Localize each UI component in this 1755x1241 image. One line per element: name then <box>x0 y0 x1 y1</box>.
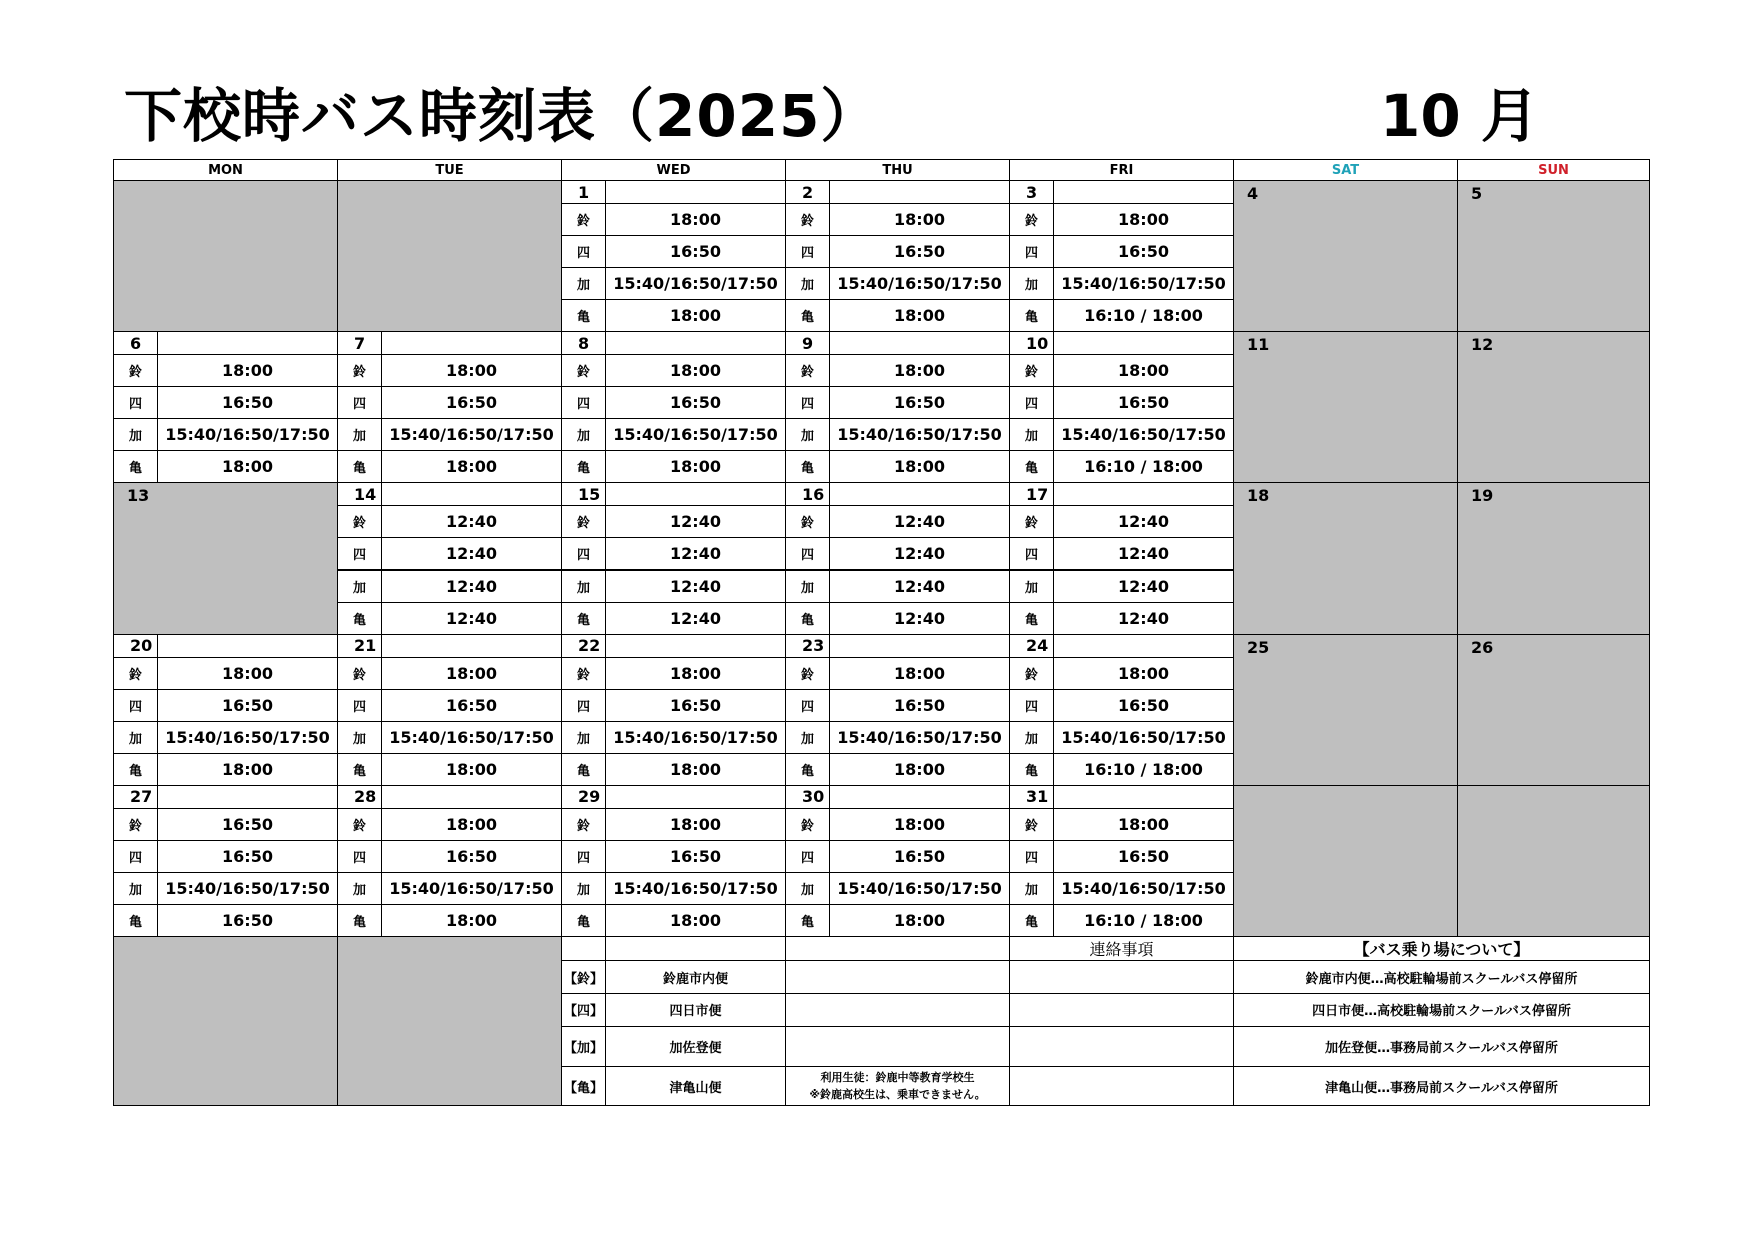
departure-time: 18:00 <box>829 299 1010 332</box>
departure-time: 15:40/16:50/17:50 <box>1053 721 1234 754</box>
closed-day <box>1457 785 1650 937</box>
date-number: 28 <box>337 785 382 809</box>
route-label: 四 <box>561 537 606 570</box>
route-label: 四 <box>561 235 606 268</box>
route-label: 鈴 <box>561 203 606 236</box>
date-number: 29 <box>561 785 606 809</box>
route-label: 亀 <box>1009 450 1054 483</box>
route-label: 加 <box>561 570 606 603</box>
legend-route-name: 四日市便 <box>605 993 786 1027</box>
route-label: 四 <box>561 840 606 873</box>
closed-cell <box>113 936 338 1106</box>
date-number: 31 <box>1009 785 1054 809</box>
route-label: 亀 <box>337 753 382 786</box>
route-label: 鈴 <box>1009 203 1054 236</box>
departure-time: 12:40 <box>829 537 1010 570</box>
date-number: 20 <box>113 634 158 658</box>
departure-time: 15:40/16:50/17:50 <box>157 418 338 451</box>
date-row-spacer <box>1053 785 1234 809</box>
route-label: 加 <box>561 418 606 451</box>
departure-time: 12:40 <box>1053 602 1234 635</box>
day-header-fri: FRI <box>1009 159 1234 181</box>
route-label: 四 <box>561 689 606 722</box>
date-row-spacer <box>605 634 786 658</box>
route-label: 加 <box>337 418 382 451</box>
departure-time: 15:40/16:50/17:50 <box>381 872 562 905</box>
departure-time: 18:00 <box>605 904 786 937</box>
date-number: 21 <box>337 634 382 658</box>
route-label: 加 <box>1009 570 1054 603</box>
day-header-thu: THU <box>785 159 1010 181</box>
departure-time: 15:40/16:50/17:50 <box>605 267 786 300</box>
route-label: 四 <box>1009 689 1054 722</box>
route-label: 四 <box>785 689 830 722</box>
departure-time: 15:40/16:50/17:50 <box>829 267 1010 300</box>
bus-timetable-calendar <box>113 159 1649 1105</box>
departure-time: 18:00 <box>1053 203 1234 236</box>
date-row-spacer <box>605 785 786 809</box>
departure-time: 16:10 / 18:00 <box>1053 450 1234 483</box>
route-label: 鈴 <box>113 808 158 841</box>
departure-time: 18:00 <box>1053 808 1234 841</box>
date-row-spacer <box>829 180 1010 204</box>
route-label: 鈴 <box>561 354 606 387</box>
day-header-mon: MON <box>113 159 338 181</box>
bus-stop-info: 津亀山便…事務局前スクールバス停留所 <box>1233 1066 1650 1106</box>
legend-blank <box>785 1026 1010 1068</box>
route-label: 加 <box>1009 267 1054 300</box>
eligibility-line: 利用生徒：鈴鹿中等教育学校生 <box>820 1071 975 1085</box>
date-row-spacer <box>1053 331 1234 355</box>
departure-time: 16:50 <box>157 808 338 841</box>
departure-time: 16:50 <box>605 689 786 722</box>
departure-time: 18:00 <box>605 299 786 332</box>
closed-day-13: 13 <box>113 482 338 634</box>
departure-time: 12:40 <box>381 505 562 538</box>
route-label: 鈴 <box>785 808 830 841</box>
departure-time: 18:00 <box>381 808 562 841</box>
route-label: 亀 <box>561 450 606 483</box>
date-row-spacer <box>605 482 786 506</box>
route-label: 鈴 <box>785 354 830 387</box>
closed-day-5: 5 <box>1457 180 1650 332</box>
route-label: 亀 <box>561 904 606 937</box>
departure-time: 16:50 <box>605 840 786 873</box>
date-number: 23 <box>785 634 830 658</box>
route-label: 加 <box>785 570 830 603</box>
notice-blank <box>1009 1026 1234 1068</box>
date-row-spacer <box>1053 180 1234 204</box>
route-label: 加 <box>561 872 606 905</box>
route-label: 四 <box>337 537 382 570</box>
route-label: 亀 <box>1009 299 1054 332</box>
departure-time: 15:40/16:50/17:50 <box>381 721 562 754</box>
route-label: 加 <box>113 872 158 905</box>
departure-time: 18:00 <box>1053 354 1234 387</box>
date-row-spacer <box>829 482 1010 506</box>
departure-time: 15:40/16:50/17:50 <box>157 721 338 754</box>
route-label: 亀 <box>337 450 382 483</box>
date-row-spacer <box>829 634 1010 658</box>
bus-stop-info: 加佐登便…事務局前スクールバス停留所 <box>1233 1026 1650 1068</box>
departure-time: 16:50 <box>381 386 562 419</box>
date-row-spacer <box>829 785 1010 809</box>
date-number: 30 <box>785 785 830 809</box>
route-label: 鈴 <box>113 354 158 387</box>
route-label: 加 <box>1009 418 1054 451</box>
departure-time: 16:50 <box>157 840 338 873</box>
departure-time: 12:40 <box>829 602 1010 635</box>
date-row-spacer <box>605 180 786 204</box>
route-label: 亀 <box>785 904 830 937</box>
route-label: 四 <box>113 386 158 419</box>
legend-route-name: 鈴鹿市内便 <box>605 960 786 994</box>
departure-time: 16:50 <box>157 689 338 722</box>
route-label: 四 <box>337 386 382 419</box>
departure-time: 18:00 <box>829 354 1010 387</box>
departure-time: 18:00 <box>829 808 1010 841</box>
date-number: 3 <box>1009 180 1054 204</box>
date-number: 14 <box>337 482 382 506</box>
route-label: 亀 <box>785 450 830 483</box>
bus-stop-title: 【バス乗り場について】 <box>1233 936 1650 961</box>
departure-time: 12:40 <box>381 537 562 570</box>
day-header-sat: SAT <box>1233 159 1458 181</box>
departure-time: 18:00 <box>381 904 562 937</box>
departure-time: 16:50 <box>605 235 786 268</box>
departure-time: 18:00 <box>1053 657 1234 690</box>
route-label: 鈴 <box>1009 354 1054 387</box>
departure-time: 16:50 <box>829 386 1010 419</box>
route-label: 四 <box>785 537 830 570</box>
route-label: 四 <box>785 840 830 873</box>
departure-time: 18:00 <box>605 753 786 786</box>
date-number: 9 <box>785 331 830 355</box>
route-label: 四 <box>113 840 158 873</box>
departure-time: 18:00 <box>157 657 338 690</box>
legend-blank <box>785 993 1010 1027</box>
departure-time: 16:50 <box>381 840 562 873</box>
month-label: 10 月 <box>1380 82 1539 150</box>
departure-time: 12:40 <box>829 505 1010 538</box>
route-label: 加 <box>785 872 830 905</box>
notice-title: 連絡事項 <box>1009 936 1234 961</box>
departure-time: 15:40/16:50/17:50 <box>1053 872 1234 905</box>
route-label: 四 <box>785 235 830 268</box>
departure-time: 16:10 / 18:00 <box>1053 904 1234 937</box>
departure-time: 15:40/16:50/17:50 <box>829 721 1010 754</box>
route-label: 四 <box>1009 386 1054 419</box>
legend-blank <box>785 936 1010 961</box>
date-row-spacer <box>157 785 338 809</box>
date-number: 2 <box>785 180 830 204</box>
route-label: 加 <box>785 721 830 754</box>
eligibility-note <box>785 1066 1010 1106</box>
route-label: 亀 <box>337 904 382 937</box>
route-label: 加 <box>337 872 382 905</box>
route-label: 鈴 <box>561 808 606 841</box>
route-label: 加 <box>561 721 606 754</box>
route-label: 亀 <box>113 753 158 786</box>
departure-time: 15:40/16:50/17:50 <box>605 872 786 905</box>
closed-day-26: 26 <box>1457 634 1650 786</box>
legend-route-code: 【亀】 <box>561 1066 606 1106</box>
departure-time: 18:00 <box>157 753 338 786</box>
departure-time: 16:50 <box>1053 689 1234 722</box>
departure-time: 12:40 <box>605 537 786 570</box>
route-label: 鈴 <box>113 657 158 690</box>
departure-time: 15:40/16:50/17:50 <box>829 418 1010 451</box>
departure-time: 18:00 <box>157 450 338 483</box>
departure-time: 18:00 <box>381 753 562 786</box>
closed-day <box>113 180 338 332</box>
date-number: 16 <box>785 482 830 506</box>
route-label: 亀 <box>1009 904 1054 937</box>
day-header-sun: SUN <box>1457 159 1650 181</box>
legend-route-code: 【鈴】 <box>561 960 606 994</box>
legend-route-name: 津亀山便 <box>605 1066 786 1106</box>
departure-time: 18:00 <box>381 450 562 483</box>
route-label: 亀 <box>337 602 382 635</box>
eligibility-line: ※鈴鹿高校生は、乗車できません。 <box>809 1088 986 1102</box>
bus-stop-info: 鈴鹿市内便…高校駐輪場前スクールバス停留所 <box>1233 960 1650 994</box>
departure-time: 12:40 <box>605 570 786 603</box>
departure-time: 16:50 <box>157 904 338 937</box>
departure-time: 12:40 <box>605 505 786 538</box>
date-number: 7 <box>337 331 382 355</box>
route-label: 四 <box>337 689 382 722</box>
closed-cell <box>337 936 562 1106</box>
route-label: 四 <box>337 840 382 873</box>
departure-time: 15:40/16:50/17:50 <box>157 872 338 905</box>
route-label: 加 <box>561 267 606 300</box>
route-label: 亀 <box>785 753 830 786</box>
departure-time: 16:50 <box>1053 840 1234 873</box>
departure-time: 18:00 <box>157 354 338 387</box>
route-label: 亀 <box>1009 602 1054 635</box>
date-number: 27 <box>113 785 158 809</box>
departure-time: 12:40 <box>1053 505 1234 538</box>
departure-time: 18:00 <box>605 203 786 236</box>
route-label: 亀 <box>785 602 830 635</box>
route-label: 鈴 <box>337 657 382 690</box>
departure-time: 16:50 <box>829 235 1010 268</box>
day-header-tue: TUE <box>337 159 562 181</box>
departure-time: 16:50 <box>381 689 562 722</box>
route-label: 鈴 <box>785 505 830 538</box>
date-row-spacer <box>157 634 338 658</box>
bus-stop-info: 四日市便…高校駐輪場前スクールバス停留所 <box>1233 993 1650 1027</box>
notice-blank <box>1009 1066 1234 1106</box>
page-title: 下校時バス時刻表（2025） <box>124 82 880 150</box>
departure-time: 18:00 <box>605 808 786 841</box>
date-number: 24 <box>1009 634 1054 658</box>
departure-time: 18:00 <box>829 203 1010 236</box>
departure-time: 16:50 <box>829 840 1010 873</box>
departure-time: 18:00 <box>605 450 786 483</box>
closed-day <box>1233 785 1458 937</box>
date-row-spacer <box>605 331 786 355</box>
departure-time: 16:10 / 18:00 <box>1053 753 1234 786</box>
route-label: 加 <box>113 418 158 451</box>
calendar-grid <box>113 159 1649 1105</box>
departure-time: 18:00 <box>829 657 1010 690</box>
departure-time: 15:40/16:50/17:50 <box>829 872 1010 905</box>
departure-time: 16:50 <box>829 689 1010 722</box>
closed-day-4: 4 <box>1233 180 1458 332</box>
departure-time: 16:10 / 18:00 <box>1053 299 1234 332</box>
closed-day-25: 25 <box>1233 634 1458 786</box>
legend-blank <box>785 960 1010 994</box>
route-label: 加 <box>785 267 830 300</box>
route-label: 亀 <box>1009 753 1054 786</box>
date-row-spacer <box>1053 482 1234 506</box>
route-label: 鈴 <box>1009 657 1054 690</box>
departure-time: 16:50 <box>605 386 786 419</box>
date-number: 22 <box>561 634 606 658</box>
closed-day-11: 11 <box>1233 331 1458 483</box>
departure-time: 18:00 <box>605 354 786 387</box>
departure-time: 18:00 <box>605 657 786 690</box>
date-row-spacer <box>381 331 562 355</box>
route-label: 加 <box>1009 721 1054 754</box>
departure-time: 18:00 <box>829 904 1010 937</box>
departure-time: 15:40/16:50/17:50 <box>1053 418 1234 451</box>
route-label: 加 <box>337 721 382 754</box>
date-row-spacer <box>381 634 562 658</box>
departure-time: 12:40 <box>381 602 562 635</box>
route-label: 加 <box>113 721 158 754</box>
route-label: 鈴 <box>785 203 830 236</box>
route-label: 加 <box>785 418 830 451</box>
departure-time: 18:00 <box>381 657 562 690</box>
route-label: 四 <box>113 689 158 722</box>
route-label: 亀 <box>561 753 606 786</box>
departure-time: 12:40 <box>829 570 1010 603</box>
departure-time: 12:40 <box>381 570 562 603</box>
route-label: 加 <box>1009 872 1054 905</box>
departure-time: 15:40/16:50/17:50 <box>605 721 786 754</box>
route-label: 亀 <box>785 299 830 332</box>
legend-spacer <box>605 936 786 961</box>
departure-time: 15:40/16:50/17:50 <box>605 418 786 451</box>
route-label: 亀 <box>561 602 606 635</box>
route-label: 四 <box>785 386 830 419</box>
route-label: 鈴 <box>561 657 606 690</box>
departure-time: 18:00 <box>829 753 1010 786</box>
day-header-wed: WED <box>561 159 786 181</box>
date-number: 17 <box>1009 482 1054 506</box>
closed-day-19: 19 <box>1457 482 1650 634</box>
departure-time: 15:40/16:50/17:50 <box>1053 267 1234 300</box>
departure-time: 12:40 <box>605 602 786 635</box>
departure-time: 18:00 <box>381 354 562 387</box>
legend-route-code: 【四】 <box>561 993 606 1027</box>
closed-day <box>337 180 562 332</box>
route-label: 四 <box>1009 840 1054 873</box>
departure-time: 18:00 <box>829 450 1010 483</box>
route-label: 鈴 <box>1009 808 1054 841</box>
route-label: 鈴 <box>337 808 382 841</box>
date-row-spacer <box>381 482 562 506</box>
departure-time: 12:40 <box>1053 537 1234 570</box>
date-number: 15 <box>561 482 606 506</box>
closed-day-18: 18 <box>1233 482 1458 634</box>
route-label: 鈴 <box>785 657 830 690</box>
route-label: 鈴 <box>561 505 606 538</box>
departure-time: 15:40/16:50/17:50 <box>381 418 562 451</box>
notice-blank <box>1009 993 1234 1027</box>
date-number: 6 <box>113 331 158 355</box>
route-label: 鈴 <box>337 505 382 538</box>
route-label: 四 <box>1009 537 1054 570</box>
route-label: 四 <box>561 386 606 419</box>
date-row-spacer <box>157 331 338 355</box>
notice-blank <box>1009 960 1234 994</box>
route-label: 亀 <box>113 450 158 483</box>
legend-spacer <box>561 936 606 961</box>
route-label: 鈴 <box>1009 505 1054 538</box>
departure-time: 16:50 <box>157 386 338 419</box>
date-row-spacer <box>829 331 1010 355</box>
legend-route-name: 加佐登便 <box>605 1026 786 1068</box>
date-row-spacer <box>1053 634 1234 658</box>
departure-time: 16:50 <box>1053 386 1234 419</box>
route-label: 加 <box>337 570 382 603</box>
route-label: 亀 <box>561 299 606 332</box>
route-label: 四 <box>1009 235 1054 268</box>
route-label: 亀 <box>113 904 158 937</box>
date-row-spacer <box>381 785 562 809</box>
date-number: 1 <box>561 180 606 204</box>
departure-time: 16:50 <box>1053 235 1234 268</box>
departure-time: 12:40 <box>1053 570 1234 603</box>
date-number: 8 <box>561 331 606 355</box>
route-label: 鈴 <box>337 354 382 387</box>
closed-day-12: 12 <box>1457 331 1650 483</box>
date-number: 10 <box>1009 331 1054 355</box>
legend-route-code: 【加】 <box>561 1026 606 1068</box>
